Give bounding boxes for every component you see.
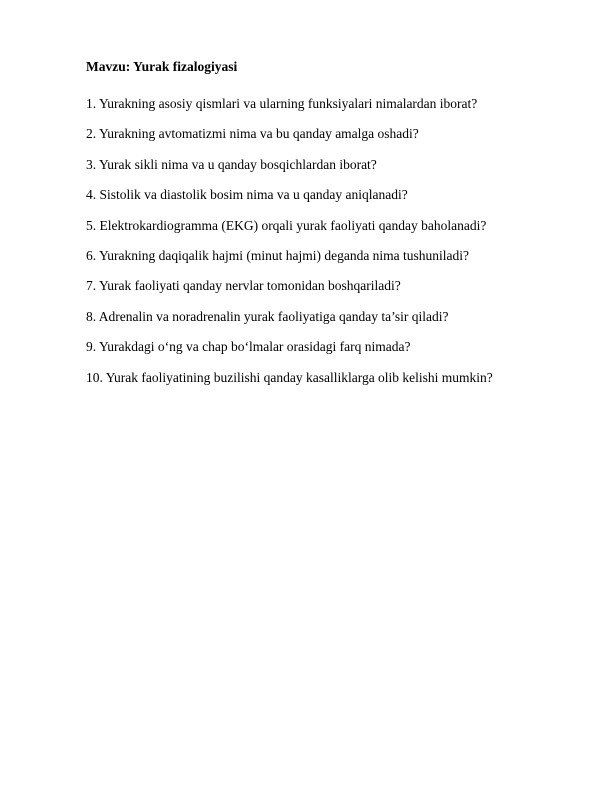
question-item: 6. Yurakning daqiqalik hajmi (minut hajmi) deganda nima tushuniladi? [86,247,470,263]
question-item: 4. Sistolik va diastolik bosim nima va u qanday aniqlanadi? [86,187,408,203]
question-item: 3. Yurak sikli nima va u qanday bosqichlardan iborat? [86,156,377,172]
question-item: 10. Yurak faoliyatining buzilishi qanday kasalliklarga olib kelishi mumkin? [86,369,493,385]
question-item: 7. Yurak faoliyati qanday nervlar tomonidan boshqariladi? [86,278,401,294]
question-item: 2. Yurakning avtomatizmi nima va bu qanday amalga oshadi? [86,126,419,142]
document-title: Mavzu: Yurak fizalogiyasi [86,59,238,74]
question-item: 9. Yurakdagi o‘ng va chap bo‘lmalar orasidagi farq nimada? [86,339,411,355]
question-item: 8. Adrenalin va noradrenalin yurak faoliyatiga qanday ta’sir qiladi? [86,308,449,324]
question-item: 5. Elektrokardiogramma (EKG) orqali yurak faoliyati qanday baholanadi? [86,217,487,233]
question-item: 1. Yurakning asosiy qismlari va ularning funksiyalari nimalardan iborat? [86,96,478,111]
question-list [86,96,493,400]
